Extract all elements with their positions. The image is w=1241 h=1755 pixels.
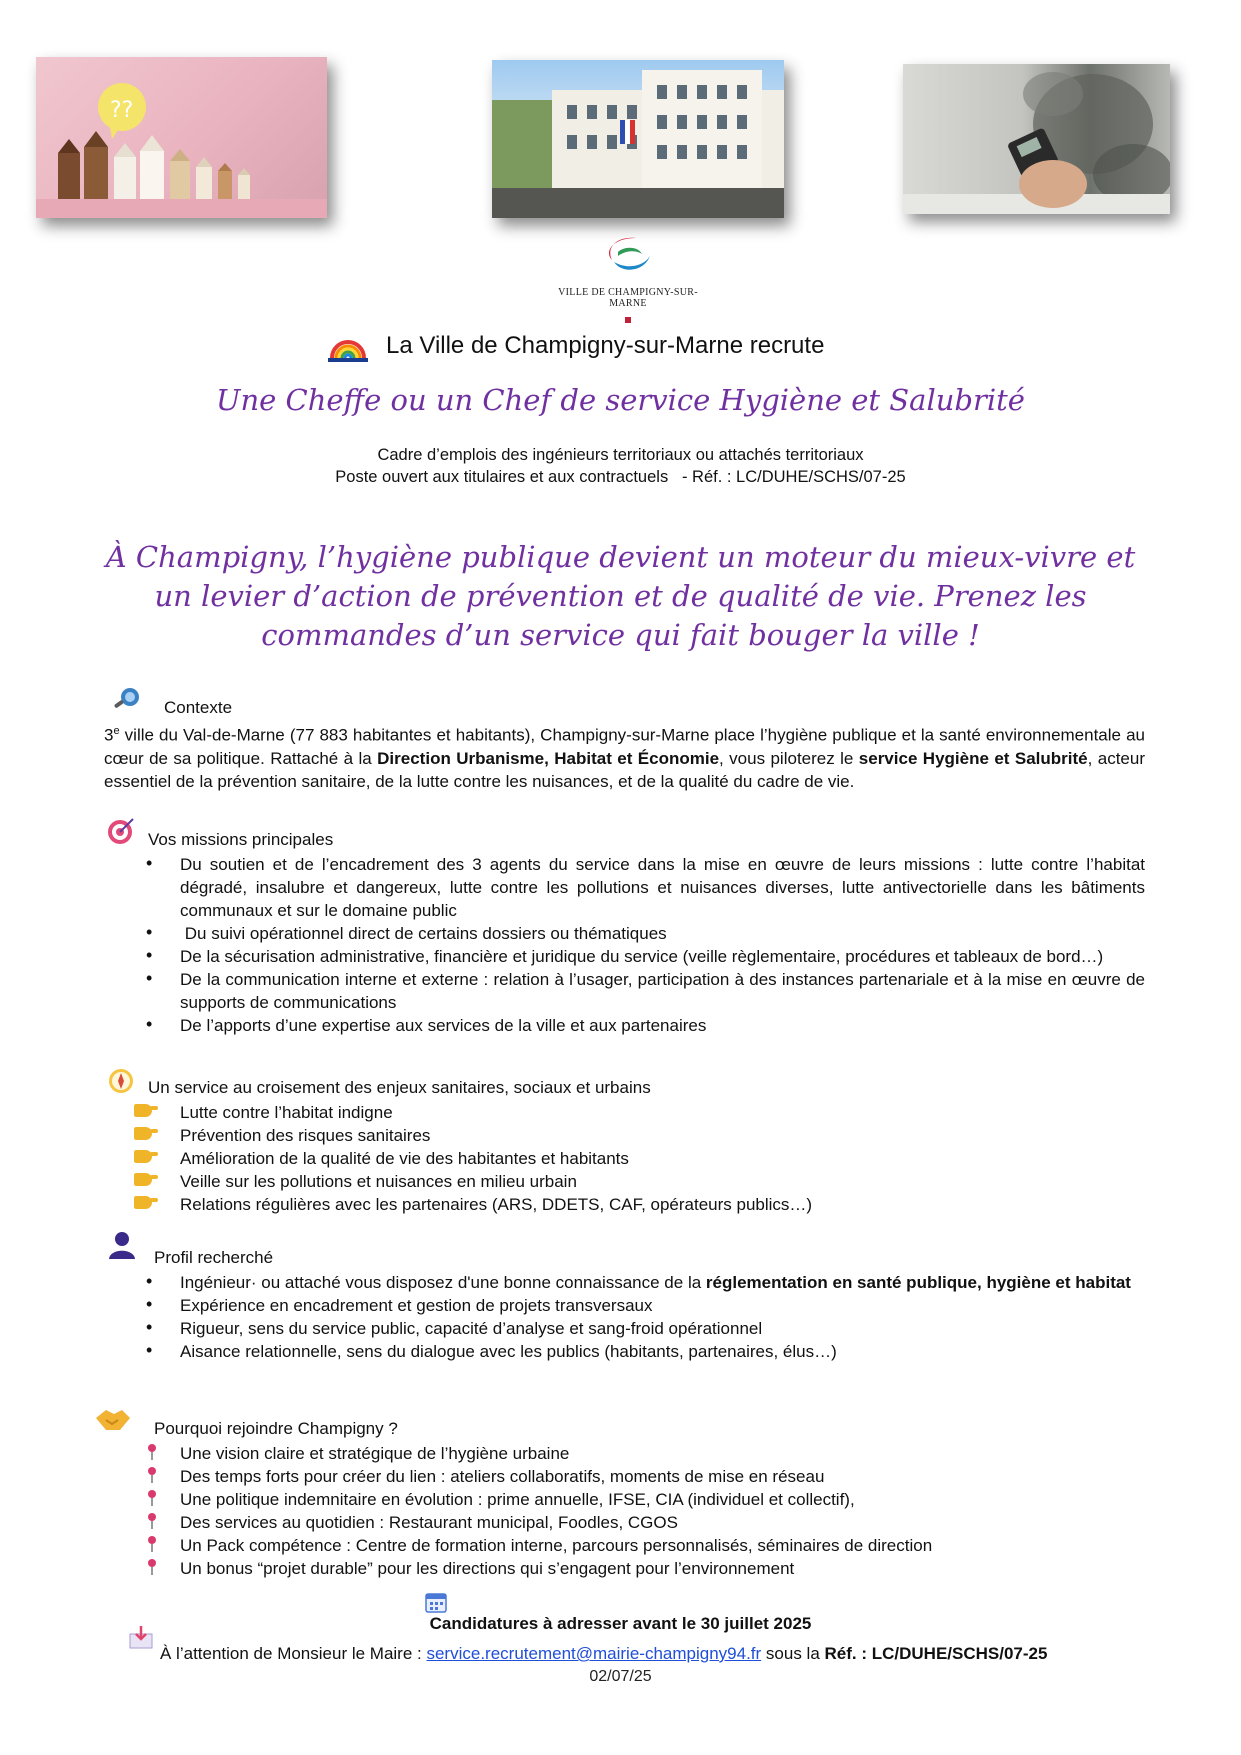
recrute-line [326, 328, 926, 368]
contact-line [160, 1644, 1160, 1664]
profil-item-bold: réglementation en santé publique, hygiène et habitat [705, 1273, 1131, 1292]
pourquoi-item [104, 1511, 1145, 1534]
contact-ref: Réf. : LC/DUHE/SCHS/07-25 [824, 1644, 1048, 1663]
profil-item: • Rigueur, sens du service public, capacité d’analyse et sang-froid opérationnel [104, 1317, 1145, 1340]
compass-icon [106, 1066, 136, 1096]
missions-list [104, 853, 1145, 1037]
town-hall-illustration [492, 60, 784, 218]
contexte-paragraph [104, 720, 1145, 793]
croisement-item [104, 1170, 1145, 1193]
mission-item: • De l’apports d’une expertise aux services de la ville et aux partenaires [104, 1014, 1145, 1037]
logo-red-mark [625, 317, 631, 323]
service-name: service Hygiène et Salubrité [858, 748, 1088, 768]
pourquoi-item-text: Des temps forts pour créer du lien : ateliers collaboratifs, moments de mise en réseau [180, 1467, 825, 1486]
missions-heading: Vos missions principales [148, 830, 334, 849]
ordinal-suffix: e [113, 725, 120, 737]
mission-item: • Du suivi opérationnel direct de certains dossiers ou thématiques [104, 922, 1145, 945]
pourquoi-item-text: Un Pack compétence : Centre de formation interne, parcours personnalisés, séminaires de direction [180, 1536, 933, 1555]
houses-illustration [36, 57, 327, 218]
contact-prefix: À l’attention de Monsieur le Maire : [160, 1644, 427, 1663]
pourquoi-item [104, 1488, 1145, 1511]
ordinal-number: 3 [104, 725, 114, 745]
profil-item-text: Ingénieur· ou attaché vous disposez d'une bonne connaissance de la [180, 1273, 706, 1292]
pourquoi-heading: Pourquoi rejoindre Champigny ? [154, 1419, 398, 1438]
croisement-item [104, 1147, 1145, 1170]
tagline: À Champigny, l’hygiène publique devient un moteur du mieux-vivre et un levier d’action de prévention et de qualité de vie. Prenez les commandes d’un service qui fait bouger la ville ! [105, 540, 1136, 652]
pushpin-icon [148, 1467, 156, 1475]
pushpin-icon [148, 1490, 156, 1498]
document-date: 02/07/25 [589, 1668, 652, 1685]
moisture-meter-photo [903, 64, 1170, 214]
pourquoi-item-text: Une politique indemnitaire en évolution : prime annuelle, IFSE, CIA (individuel et collectif), [180, 1490, 855, 1509]
recrute-heading: La Ville de Champigny-sur-Marne recrute [386, 332, 825, 359]
houses-question-photo [36, 57, 327, 218]
inbox-icon [128, 1624, 154, 1650]
pourquoi-item [104, 1465, 1145, 1488]
pointing-hand-icon [134, 1173, 152, 1186]
croisement-item-text: Relations régulières avec les partenaires (ARS, DDETS, CAF, opérateurs publics…) [180, 1195, 813, 1214]
croisement-item-text: Amélioration de la qualité de vie des habitantes et habitants [180, 1149, 629, 1168]
croisement-item-text: Prévention des risques sanitaires [180, 1126, 431, 1145]
recruitment-email-link[interactable]: service.recrutement@mairie-champigny94.fr [426, 1644, 762, 1663]
calendar-icon [424, 1590, 448, 1614]
mission-item: • De la communication interne et externe : relation à l’usager, participation à des instances partenariale et à la mise en œuvre de supports de communications [104, 968, 1145, 1014]
pushpin-icon [148, 1536, 156, 1544]
croisement-item [104, 1193, 1145, 1216]
job-subtitle [60, 444, 1181, 488]
pourquoi-item [104, 1534, 1145, 1557]
contexte-text-2: , vous piloterez le [719, 748, 859, 768]
pourquoi-item [104, 1557, 1145, 1580]
pourquoi-item-text: Une vision claire et stratégique de l’hygiène urbaine [180, 1444, 570, 1463]
profil-heading: Profil recherché [154, 1248, 274, 1267]
contexte-text-3: , acteur essentiel de la prévention sanitaire, de la lutte contre les nuisances, et de la qualité du cadre de vie. [104, 748, 1145, 791]
mold-wall-illustration [903, 64, 1170, 214]
croisement-heading: Un service au croisement des enjeux sanitaires, sociaux et urbains [148, 1078, 651, 1097]
svg-text:??: ?? [110, 98, 134, 123]
pourquoi-list [104, 1442, 1145, 1580]
city-logo-mark-icon [598, 234, 658, 278]
magnifier-icon [112, 686, 144, 712]
croisement-item-text: Veille sur les pollutions et nuisances en milieu urbain [180, 1172, 577, 1191]
direction-name: Direction Urbanisme, Habitat et Économie [377, 748, 720, 768]
job-title: Une Cheffe ou un Chef de service Hygiène et Salubrité [216, 383, 1025, 417]
pointing-hand-icon [134, 1127, 152, 1140]
profil-item: • Expérience en encadrement et gestion de projets transversaux [104, 1294, 1145, 1317]
croisement-item [104, 1101, 1145, 1124]
pointing-hand-icon [134, 1150, 152, 1163]
city-logo [548, 234, 708, 312]
contexte-text-1: ville du Val-de-Marne (77 883 habitantes et habitants), Champigny-sur-Marne place l’hygiène publique et la santé environnementale au cœur de sa politique. Rattaché à la [104, 725, 1145, 768]
person-icon [108, 1230, 136, 1260]
mission-item: • De la sécurisation administrative, financière et juridique du service (veille règlementaire, procédures et tableaux de bord…) [104, 945, 1145, 968]
profil-item: • Aisance relationnelle, sens du dialogue avec les publics (habitants, partenaires, élus…) [104, 1340, 1145, 1363]
cadre-line: Cadre d’emplois des ingénieurs territoriaux ou attachés territoriaux [377, 446, 864, 464]
target-icon [106, 816, 136, 846]
contact-middle: sous la [761, 1644, 825, 1663]
candidatures-deadline: Candidatures à adresser avant le 30 juillet 2025 [429, 1614, 812, 1633]
pushpin-icon [148, 1444, 156, 1452]
pushpin-icon [148, 1513, 156, 1521]
profil-list [104, 1271, 1145, 1363]
pourquoi-item-text: Des services au quotidien : Restaurant municipal, Foodles, CGOS [180, 1513, 678, 1532]
contexte-heading: Contexte [164, 698, 233, 717]
handshake-icon [94, 1404, 132, 1434]
croisement-item-text: Lutte contre l’habitat indigne [180, 1103, 393, 1122]
poste-line: Poste ouvert aux titulaires et aux contractuels - Réf. : LC/DUHE/SCHS/07-25 [335, 468, 906, 486]
pointing-hand-icon [134, 1196, 152, 1209]
croisement-item [104, 1124, 1145, 1147]
rainbow-icon [326, 328, 370, 364]
town-hall-photo [492, 60, 784, 218]
pointing-hand-icon [134, 1104, 152, 1117]
pourquoi-item [104, 1442, 1145, 1465]
city-logo-name: VILLE DE CHAMPIGNY-SUR-MARNE [558, 287, 698, 309]
pourquoi-item-text: Un bonus “projet durable” pour les directions qui s’engagent pour l’environnement [180, 1559, 795, 1578]
croisement-list [104, 1101, 1145, 1216]
profil-item [104, 1271, 1145, 1294]
pushpin-icon [148, 1559, 156, 1567]
mission-item: • Du soutien et de l’encadrement des 3 agents du service dans la mise en œuvre de leurs missions : lutte contre l’habitat dégradé, insalubre et dangereux, lutte contre les pollutions et nuisances diverses, lutte antivectorielle dans les bâtiments communaux et sur le domaine public [104, 853, 1145, 922]
